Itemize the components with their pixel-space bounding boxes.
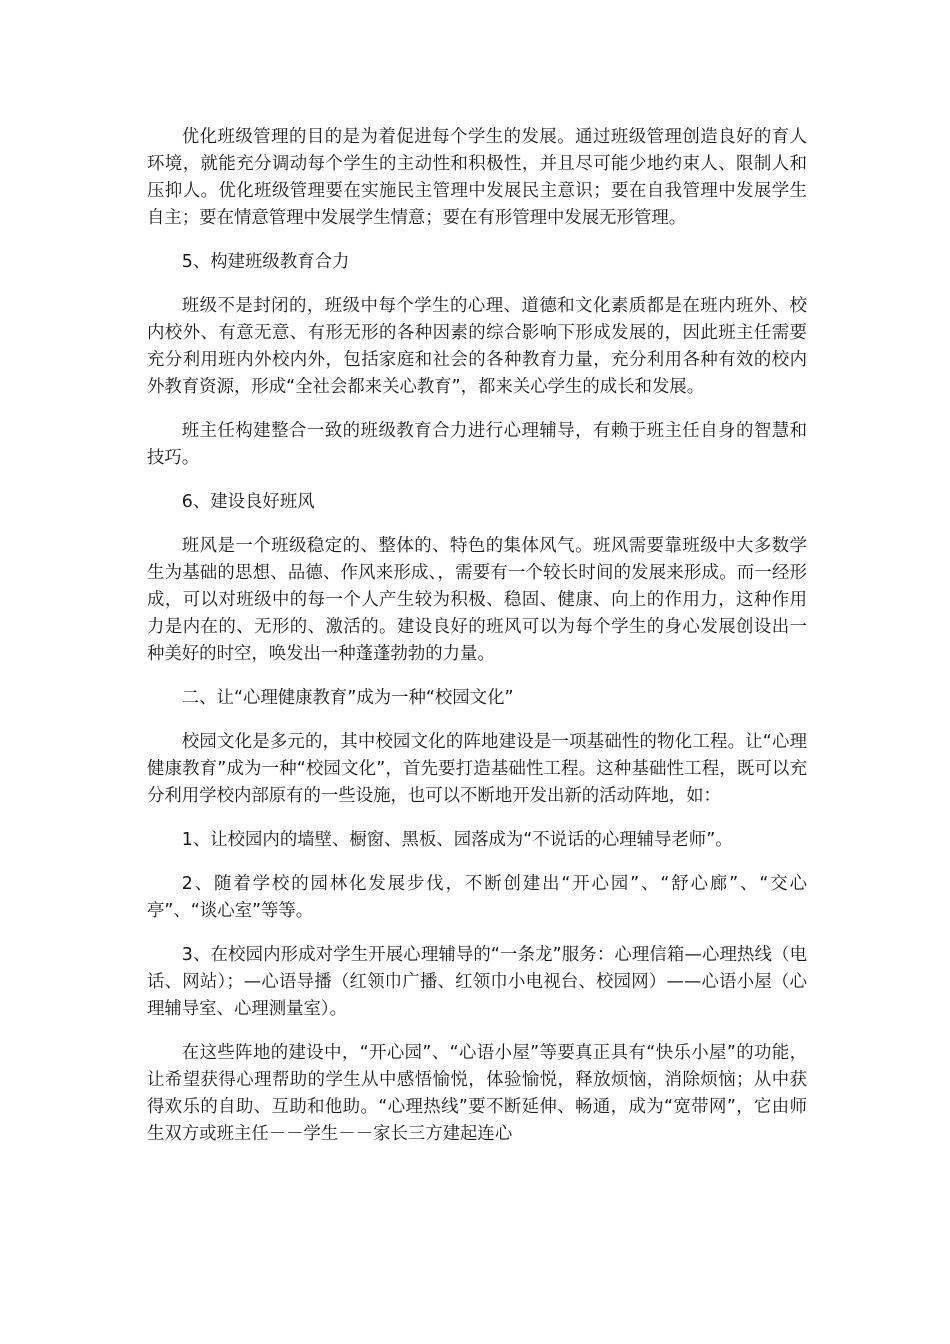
document-body bbox=[147, 124, 807, 1165]
paragraph-construction: 在这些阵地的建设中，“开心园”、“心语小屋”等要真正具有“快乐小屋”的功能，让希望获得心理帮助的学生从中感悟愉悦，体验愉悦，释放烦恼，消除烦恼；从中获得欢乐的自助、互助和他助。“心理热线”要不断延伸、畅通，成为“宽带网”，它由师生双方或班主任－－学生－－家长三方建起连心 bbox=[147, 1043, 807, 1144]
paragraph-class-spirit: 班风是一个班级稳定的、整体的、特色的集体风气。班风需要靠班级中大多数学生为基础的思想、品德、作风来形成、，需要有一个较长时间的发展来形成。而一经形成，可以对班级中的每一个人产生较为积极、稳固、健康、向上的作用力，这种作用力是内在的、无形的、激活的。建设良好的班风可以为每个学生的身心发展创设出一种美好的时空，唤发出一种蓬蓬勃勃的力量。 bbox=[147, 536, 807, 664]
paragraph-class-management: 优化班级管理的目的是为着促进每个学生的发展。通过班级管理创造良好的育人环境，就能充分调动每个学生的主动性和积极性，并且尽可能少地约束人、限制人和压抑人。优化班级管理要在实施民主管理中发展民主意识；要在自我管理中发展学生自主；要在情意管理中发展学生情意；要在有形管理中发展无形管理。 bbox=[147, 127, 807, 228]
list-item-walls: 1、让校园内的墙壁、橱窗、黑板、园落成为“不说话的心理辅导老师”。 bbox=[181, 830, 733, 850]
list-item-service-chain: 3、在校园内形成对学生开展心理辅导的“一条龙”服务：心理信箱—心理热线（电话、网站）；—心语导播（红领巾广播、红领巾小电视台、校园网）——心语小屋（心理辅导室、心理测量室）。 bbox=[147, 945, 807, 1019]
paragraph-class-not-closed: 班级不是封闭的，班级中每个学生的心理、道德和文化素质都是在班内班外、校内校外、有意无意、有形无形的各种因素的综合影响下形成发展的，因此班主任需要充分利用班内外校内外，包括家庭和社会的各种教育力量，充分利用各种有效的校内外教育资源，形成“全社会都来关心教育”，都来关心学生的成长和发展。 bbox=[147, 296, 807, 397]
paragraph-head-teacher-synergy: 班主任构建整合一致的班级教育合力进行心理辅导，有赖于班主任自身的智慧和技巧。 bbox=[147, 421, 807, 468]
section-heading-campus-culture: 二、让“心理健康教育”成为一种“校园文化” bbox=[181, 688, 514, 708]
section-heading-education-synergy: 5、构建班级教育合力 bbox=[181, 252, 350, 272]
paragraph-campus-culture: 校园文化是多元的，其中校园文化的阵地建设是一项基础性的物化工程。让“心理健康教育”成为一种“校园文化”，首先要打造基础性工程。这种基础性工程，既可以充分利用学校内部原有的一些设施，也可以不断地开发出新的活动阵地，如： bbox=[147, 732, 807, 806]
section-heading-class-spirit: 6、建设良好班风 bbox=[181, 492, 315, 512]
list-item-gardens: 2、随着学校的园林化发展步伐，不断创建出“开心园”、“舒心廊”、“交心亭”、“谈心室”等等。 bbox=[147, 874, 807, 921]
